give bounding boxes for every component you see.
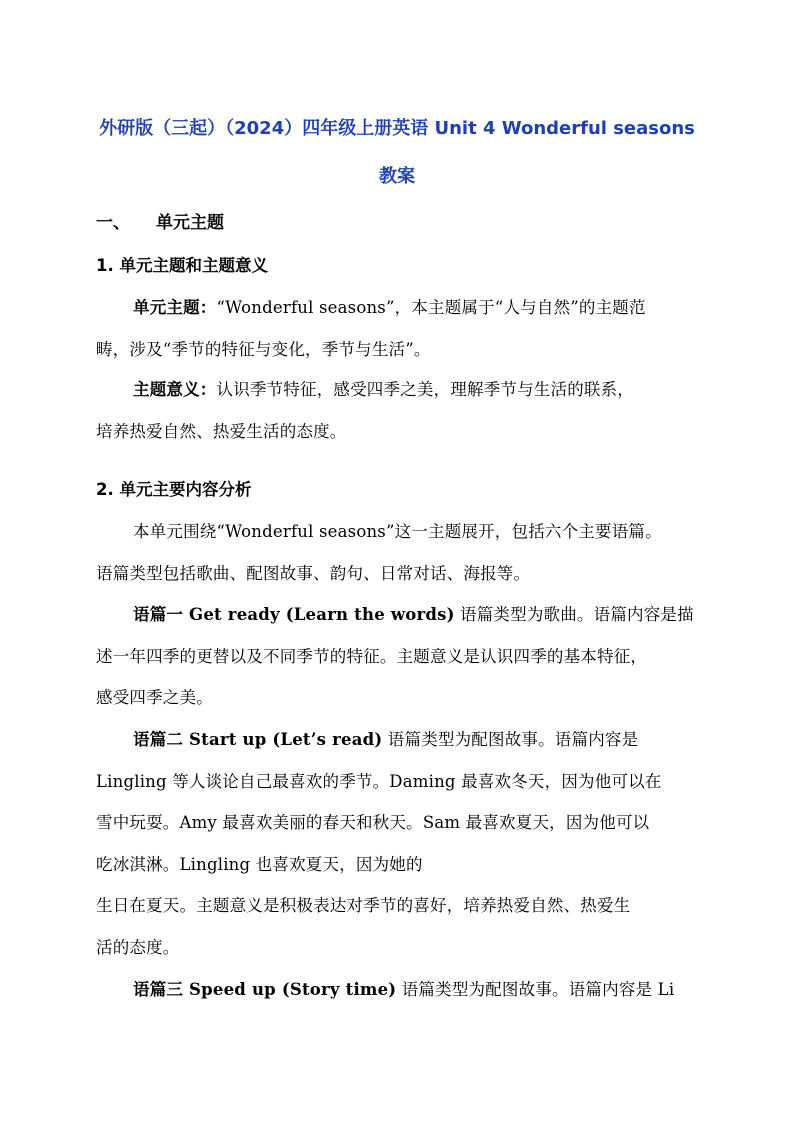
paragraph-line: 本单元围绕“Wonderful seasons”这一主题展开，包括六个主要语篇。 <box>133 522 662 541</box>
section-label: 单元主题 <box>156 213 224 233</box>
paragraph-line <box>133 726 638 750</box>
meaning-text: 认识季节特征，感受四季之美，理解季节与生活的联系， <box>216 380 634 399</box>
section-heading-unit-theme <box>96 208 224 233</box>
paragraph-line <box>133 376 634 400</box>
paragraph-line: 培养热爱自然、热爱生活的态度。 <box>96 422 347 441</box>
meaning-label: 主题意义： <box>133 380 217 399</box>
passage-three-text: 语篇类型为配图故事。语篇内容是 Li <box>396 980 675 999</box>
paragraph-line <box>133 976 674 1000</box>
passage-two-text: 语篇类型为配图故事。语篇内容是 <box>382 730 639 749</box>
passage-one-label: 语篇一 Get ready (Learn the words) <box>133 605 455 624</box>
passage-two-label: 语篇二 Start up (Let’s read) <box>133 730 383 749</box>
paragraph-line: 畴，涉及“季节的特征与变化，季节与生活”。 <box>96 340 431 359</box>
paragraph-line: 活的态度。 <box>96 938 180 957</box>
paragraph-line: 述一年四季的更替以及不同季节的特征。主题意义是认识四季的基本特征， <box>96 647 648 666</box>
subheading-theme-meaning: 1. 单元主题和主题意义 <box>96 256 268 275</box>
theme-text: “Wonderful seasons”，本主题属于“人与自然”的主题范 <box>216 298 646 317</box>
paragraph-line: 感受四季之美。 <box>96 688 213 707</box>
passage-one-text: 语篇类型为歌曲。语篇内容是描 <box>454 605 694 624</box>
document-title-continued: 教案 <box>379 166 415 187</box>
paragraph-line: Lingling 等人谈论自己最喜欢的季节。Daming 最喜欢冬天，因为他可以在 <box>96 772 662 791</box>
theme-label: 单元主题： <box>133 298 217 317</box>
section-number: 一、 <box>96 213 130 233</box>
paragraph-line: 生日在夏天。主题意义是积极表达对季节的喜好，培养热爱自然、热爱生 <box>96 896 631 915</box>
paragraph-line: 雪中玩耍。Amy 最喜欢美丽的春天和秋天。Sam 最喜欢夏天，因为他可以 <box>96 813 650 832</box>
paragraph-line <box>133 294 646 318</box>
subheading-content-analysis: 2. 单元主要内容分析 <box>96 480 252 499</box>
document-title: 外研版（三起）（2024）四年级上册英语 Unit 4 Wonderful seasons <box>99 118 695 139</box>
passage-three-label: 语篇三 Speed up (Story time) <box>133 980 397 999</box>
paragraph-line: 吃冰淇淋。Lingling 也喜欢夏天，因为她的 <box>96 855 423 874</box>
paragraph-line <box>133 601 694 625</box>
paragraph-line: 语篇类型包括歌曲、配图故事、韵句、日常对话、海报等。 <box>96 564 531 583</box>
